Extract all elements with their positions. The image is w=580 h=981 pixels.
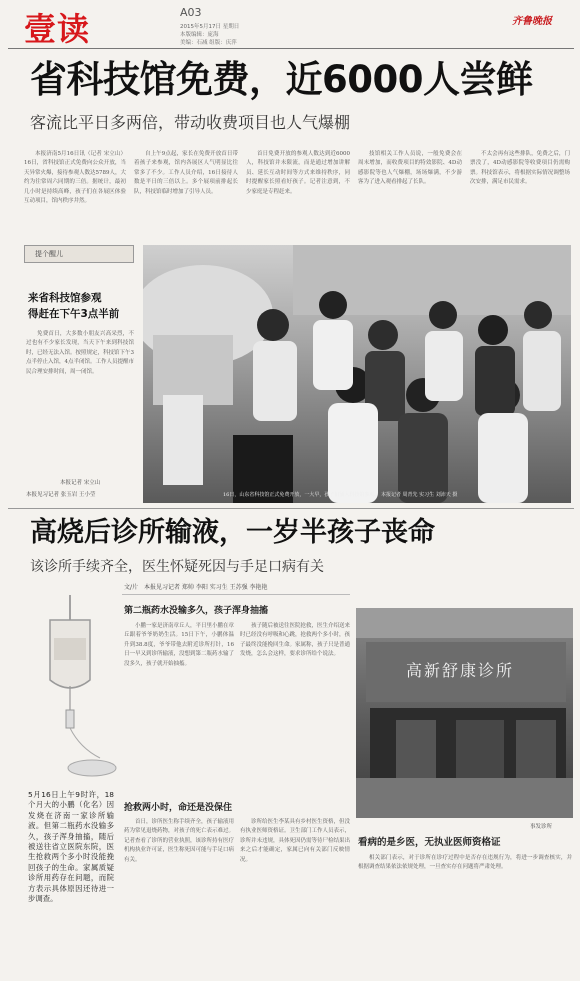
sidebar-tag: 提个醒儿 bbox=[35, 250, 63, 258]
sidebar-paragraph: 免费首日，大多数小朋友兴高采烈，不过也有不少家长发现，当天下午来到科技馆时，已经无法入馆。按照规定，科技馆下午3点半停止入馆，4点半闭馆。工作人员提醒市民合理安排时间，周一闭馆。 bbox=[26, 331, 134, 375]
story1-subheadline: 客流比平日多两倍，带动收费项目也人气爆棚 bbox=[30, 113, 351, 132]
story1-paragraph: 首日免费开放的参观人数达到近6000人，科技馆并未限流，而是通过增加讲解员、延长互动时间等方式来维持秩序，同时提醒家长照看好孩子。记者注意到，不少家庭是专程赶来。 bbox=[246, 151, 350, 195]
paper-logo: 齐鲁晚报 bbox=[512, 16, 552, 27]
story2-byline: 本报见习记者 郑帅 李阳 实习生 王苏强 李艳艳 bbox=[144, 584, 268, 591]
story2-subheadline: 该诊所手续齐全，医生怀疑死因与手足口病有关 bbox=[30, 559, 324, 575]
clinic-photo bbox=[356, 608, 573, 818]
section-logo: 壹读 bbox=[24, 10, 91, 48]
story2-body-col5 bbox=[358, 854, 572, 974]
iv-bag-icon bbox=[20, 590, 120, 780]
story2-paragraph: 孩子随后被送往医院抢救，医生介绍送来时已经没有呼吸和心跳，抢救两个多小时，孩子最终没能挽回生命。家属称，孩子只是普通发烧，怎么会这样，要求诊所给个说法。 bbox=[240, 623, 350, 658]
story-divider bbox=[8, 508, 574, 509]
story2-paragraph: 首日，诊所医生称手续齐全，孩子输液用药为常见退烧药物，对孩子的死亡表示难过。记者查看了诊所的营业执照，该诊所持有医疗机构执业许可证，医生称死因可能与手足口病有关。 bbox=[124, 819, 234, 863]
section3-title: 看病的是乡医，无执业医师资格证 bbox=[358, 837, 501, 848]
section1-title: 第二瓶药水没输多久，孩子浑身抽搐 bbox=[124, 606, 269, 616]
sidebar-title: 来省科技馆参观 得赶在下午3点半前 bbox=[28, 292, 120, 320]
masthead-design: 美编：石减 组版：庆萍 bbox=[180, 40, 237, 46]
masthead-date: 2015年5月17日 星期日 bbox=[180, 24, 240, 30]
sidebar-body bbox=[26, 330, 134, 470]
story2-body-col4 bbox=[240, 818, 350, 973]
clinic-photo-caption: 事发诊所 bbox=[530, 824, 553, 830]
story1-paragraph: 技馆相关工作人员说，一般免费会在周末增加，而收费项目的特效影院、4D动感影院等也人气爆棚，场场爆满，不少游客为了进入观看排起了长队。 bbox=[358, 151, 462, 186]
story1-body-col3 bbox=[246, 150, 350, 240]
masthead-divider bbox=[8, 48, 574, 49]
masthead bbox=[0, 0, 580, 50]
masthead-editor: 本版编辑：庞海 bbox=[180, 32, 219, 38]
sidebar-byline1: 本报记者 宋立山 bbox=[60, 480, 101, 486]
clinic-storefront-image bbox=[356, 608, 573, 818]
story1-body-col1 bbox=[24, 150, 126, 240]
section2-title: 抢救两小时，命还是没保住 bbox=[124, 803, 233, 813]
story2-body-col1 bbox=[124, 622, 234, 792]
clinic-sign: 高新舒康诊所 bbox=[406, 661, 515, 680]
sidebar-tag-box bbox=[24, 245, 134, 263]
story1-headline: 省科技馆免费，近6000人尝鲜 bbox=[30, 58, 533, 101]
story1-paragraph: 本报济南5月16日讯（记者 宋立山） 16日，省科技馆正式免费向公众开放，当天异常火爆，接待参观人数达5789人，大约为往常周六同期的三倍。据统计，最初几小时是持续高峰，孩子们在各展区体验互动项目，馆内秩序井然。 bbox=[24, 151, 126, 205]
story2-paragraph: 相关部门表示，对于诊所在诊疗过程中是否存在违规行为，将进一步调查核实，并根据调查结果依法依规处理，一旦查实存在问题将严肃处理。 bbox=[358, 855, 572, 871]
story2-body-col2 bbox=[240, 622, 350, 792]
story2-headline: 高烧后诊所输液，一岁半孩子丧命 bbox=[30, 517, 435, 548]
story1-body-col2 bbox=[134, 150, 238, 240]
iv-drip-illustration bbox=[20, 590, 120, 780]
story2-paragraph: 诊所给医生李某具有乡村医生资格，但没有执业医师资格证。卫生部门工作人员表示，诊所并未违规，具体死因仍需等待尸检结果出来之后才能确定，家属已向有关部门反映情况。 bbox=[240, 819, 350, 863]
iv-summary: 5月16日上午9时许，18个月大的小鹏（化名）因发烧在济南一家诊所输液。但第二瓶药水没输多久，孩子浑身抽搐，随后被送往省立医院东院，医生抢救两个多小时没能挽回孩子的生命。家属质疑诊所用药存在问题，而院方表示具体原因还待进一步调查。 bbox=[28, 790, 114, 904]
byline-divider bbox=[122, 594, 350, 595]
story2-byline-label: 文/片 bbox=[124, 584, 139, 591]
story1-photo bbox=[143, 245, 571, 503]
story1-paragraph: 自上午9点起，家长在免费开放首日带着孩子来参观，馆内各展区人气明显比往常多了不少。工作人员介绍，16日接待人数是平日的三倍以上。多个展项前排起长队，科技馆临时增加了引导人员。 bbox=[134, 151, 238, 195]
story1-body-col5 bbox=[470, 150, 570, 240]
photo-caption: 16日，山东省科技馆正式免费开放，一大早，孩子们涌入科技馆参观。 本报记者 周青先 实习生 刘沛天 摄 bbox=[223, 492, 458, 498]
page-code: A03 bbox=[180, 6, 202, 19]
story2-paragraph: 小鹏一家是济南章丘人，平日里小鹏在章丘跟着爷爷奶奶生活。15日下午，小鹏体温升到38.8度，爷爷带他去附近诊所打针，16日一早又到诊所输液，没想到第二瓶药水输了没多久，孩子就开始抽搐。 bbox=[124, 623, 234, 667]
story1-paragraph: 不太会再有这些排队，免费之后，门票没了，4D动感影院等收费项目仍需购票。科技馆表示，将根据实际情况调整场次安排，满足市民需求。 bbox=[470, 151, 570, 186]
story2-body-col3 bbox=[124, 818, 234, 973]
sidebar-byline2: 本报见习记者 张玉岩 王小莹 bbox=[26, 492, 96, 498]
children-crowd-image bbox=[143, 245, 571, 503]
story1-body-col4 bbox=[358, 150, 462, 240]
